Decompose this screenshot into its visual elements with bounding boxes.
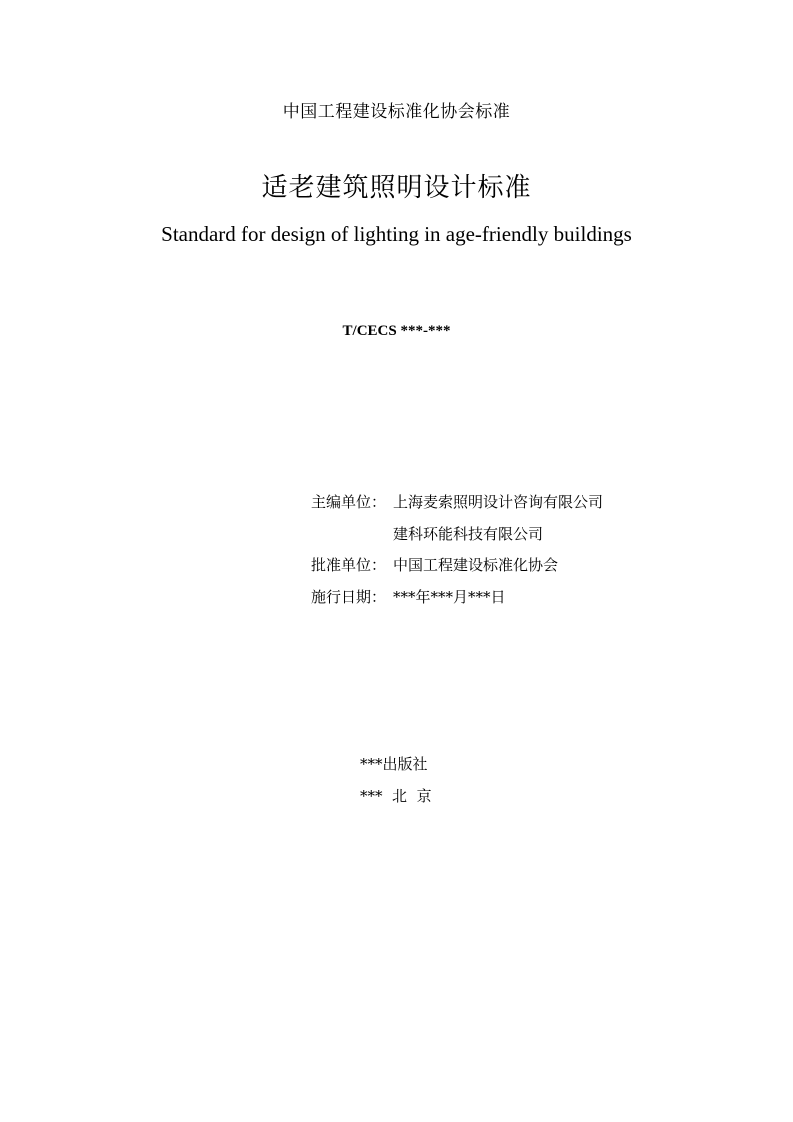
editor-row (311, 487, 603, 519)
publisher-block (360, 749, 432, 812)
date-value: ***年***月***日 (393, 587, 506, 606)
editor-label: 主编单位： (311, 493, 387, 511)
date-row (311, 582, 603, 614)
publisher-name: ***出版社 (360, 755, 428, 773)
editor-row-2 (311, 519, 603, 551)
standard-code: T/CECS ***-*** (342, 323, 451, 339)
publisher-city: *** 北 京 (360, 786, 432, 805)
date-label: 施行日期： (311, 587, 387, 606)
standard-series: 中国工程建设标准化协会标准 (282, 102, 511, 122)
editor-value-2: 建科环能科技有限公司 (393, 524, 544, 543)
document-title-chinese: 适老建筑照明设计标准 (261, 173, 532, 203)
editor-value-1: 上海麦索照明设计咨询有限公司 (393, 493, 604, 511)
info-block (311, 487, 603, 613)
editor-label-spacer (311, 519, 393, 551)
approver-label: 批准单位： (311, 556, 387, 574)
approver-value: 中国工程建设标准化协会 (393, 556, 559, 574)
document-title-english: Standard for design of lighting in age-friendly buildings (161, 222, 632, 246)
approver-row (311, 550, 603, 582)
